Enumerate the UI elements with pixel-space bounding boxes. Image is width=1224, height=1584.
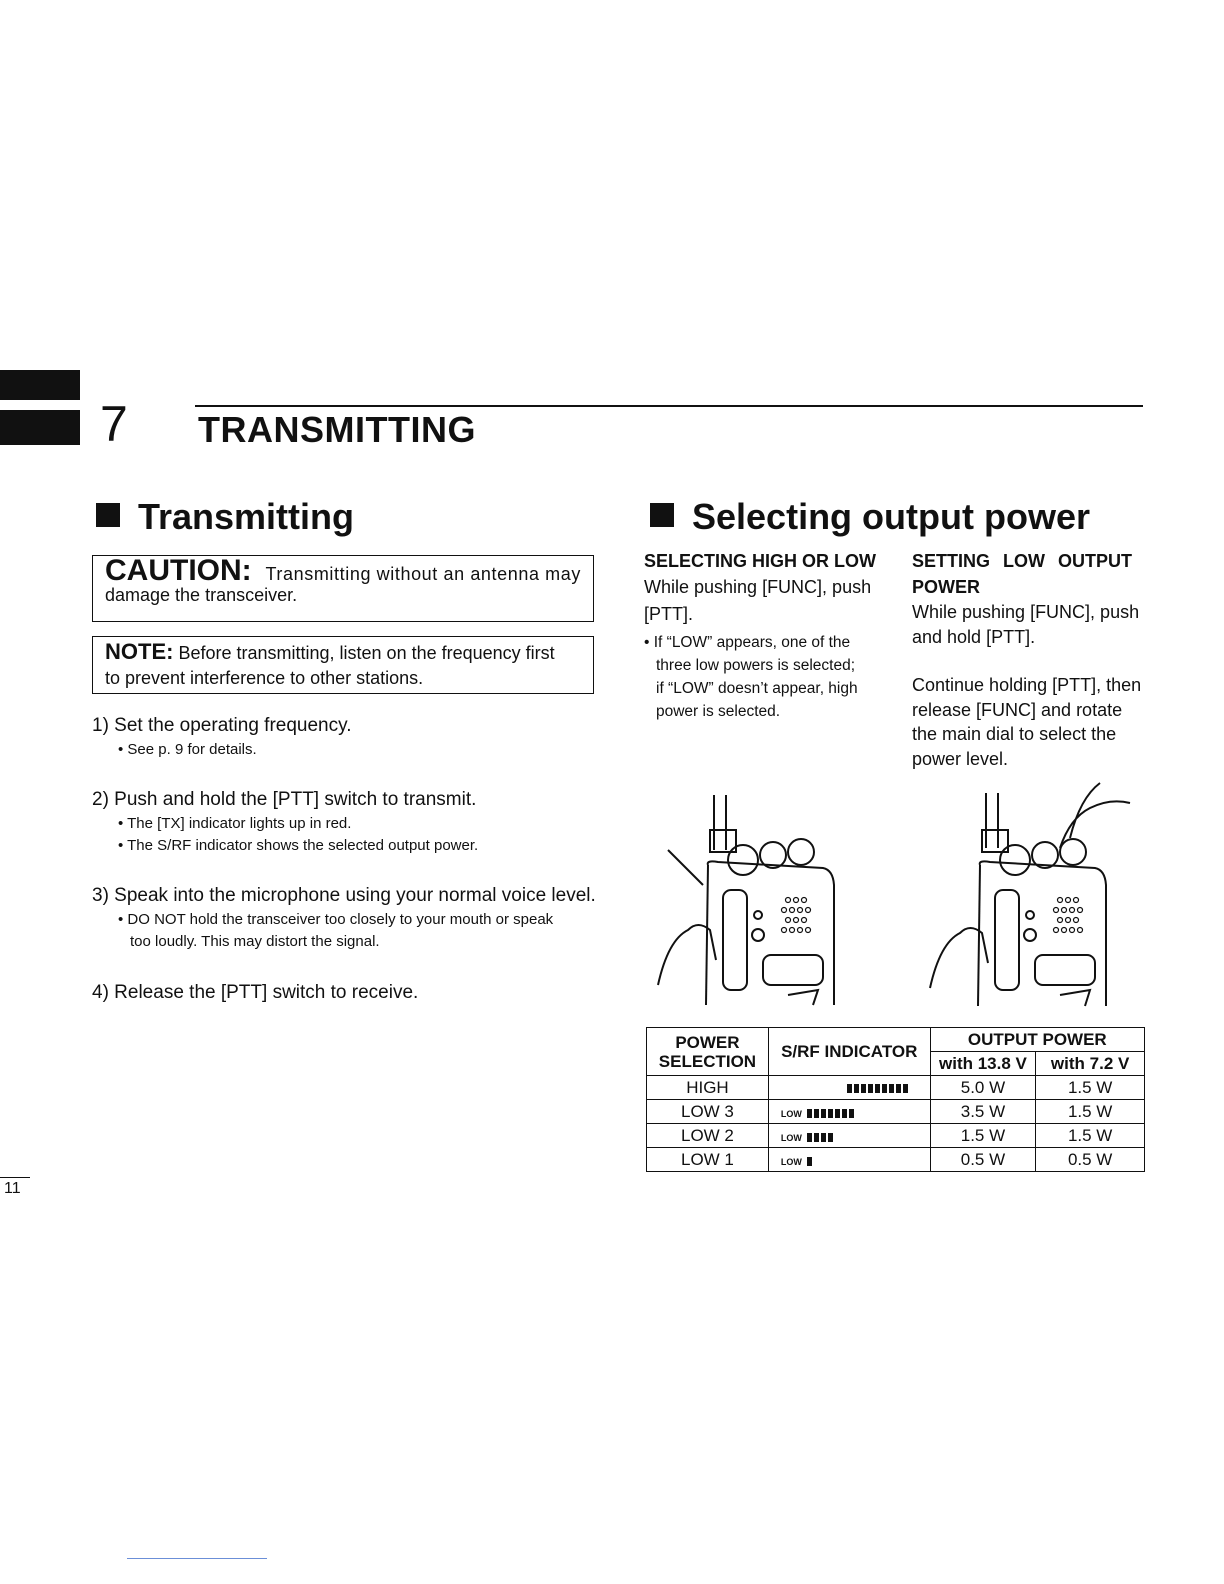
para-line: the main dial to select the [912, 724, 1117, 744]
step-text: 3) Speak into the microphone using your normal voice level. [92, 885, 596, 906]
meter-segment [842, 1109, 847, 1118]
power-table [646, 1027, 1145, 1172]
low-indicator-label: LOW [780, 1132, 802, 1143]
output-7-2v-cell: 0.5 W [1036, 1148, 1145, 1172]
output-13-8v-cell: 0.5 W [930, 1148, 1036, 1172]
power-selection-cell: LOW 2 [647, 1124, 769, 1148]
header-with-7-2v: with 7.2 V [1036, 1052, 1145, 1076]
caution-text-line2: damage the transceiver. [105, 585, 298, 605]
meter-segment [896, 1084, 901, 1093]
para-line: and hold [PTT]. [912, 626, 1036, 647]
power-selection-cell: HIGH [647, 1076, 769, 1100]
section-title-output-power [650, 497, 1090, 537]
setting-low-power [912, 548, 1144, 771]
meter-segment [807, 1109, 812, 1118]
meter-segment [828, 1133, 833, 1142]
meter-segment [821, 1109, 826, 1118]
meter-segment [807, 1157, 812, 1166]
page-number: 11 [4, 1180, 21, 1197]
step-2 [92, 787, 602, 857]
header-with-13-8v: with 13.8 V [930, 1052, 1036, 1076]
step-text: 1) Set the operating frequency. [92, 715, 352, 736]
subheading-line1 [912, 548, 1144, 574]
table-row [647, 1124, 1145, 1148]
srf-indicator-cell [768, 1124, 930, 1148]
transceiver-illustration-low-power [920, 778, 1140, 1010]
section-title-text: Transmitting [138, 496, 355, 537]
chapter-number: 7 [100, 396, 128, 452]
meter-segment [807, 1133, 812, 1142]
meter-segment [835, 1109, 840, 1118]
step-sub: • See p. 9 for details. [118, 741, 257, 758]
meter-segment [849, 1109, 854, 1118]
srf-meter [781, 1109, 856, 1119]
meter-segment [821, 1133, 826, 1142]
caution-box [92, 555, 594, 622]
step-sub: too loudly. This may distort the signal. [130, 933, 380, 950]
meter-segment [903, 1084, 908, 1093]
header-text: SELECTION [658, 1051, 757, 1071]
meter-segment [854, 1084, 859, 1093]
meter-segment [882, 1084, 887, 1093]
meter-segment [814, 1133, 819, 1142]
srf-indicator-cell [768, 1100, 930, 1124]
step-1 [92, 713, 602, 761]
header-srf-indicator: S/RF INDICATOR [768, 1028, 930, 1076]
subheading-line2: POWER [912, 577, 981, 597]
note-text-line1: Before transmitting, listen on the frequency first [178, 643, 555, 663]
step-3 [92, 883, 602, 953]
chapter-tab-bottom [0, 410, 80, 445]
header-text: POWER [675, 1032, 740, 1052]
section-title-text: Selecting output power [692, 496, 1091, 537]
para-line: Continue holding [PTT], then [912, 675, 1142, 695]
table-row [647, 1076, 1145, 1100]
step-text: 2) Push and hold the [PTT] switch to transmit. [92, 789, 477, 810]
chapter-title: TRANSMITTING [198, 409, 476, 450]
subheading-text: SETTING LOW OUTPUT [912, 551, 1132, 571]
step-sub: • DO NOT hold the transceiver too closely to your mouth or speak [118, 911, 554, 928]
step-text: 4) Release the [PTT] switch to receive. [92, 982, 419, 1003]
subheading: SELECTING HIGH OR LOW [644, 551, 876, 571]
para-line: release [FUNC] and rotate [912, 699, 1123, 720]
step-4 [92, 980, 602, 1006]
note-text-line2: to prevent interference to other stations. [105, 668, 424, 688]
bullet-line: power is selected. [656, 703, 781, 720]
bullet-line: if “LOW” doesn’t appear, high [656, 680, 858, 697]
srf-meter [847, 1084, 910, 1093]
output-13-8v-cell: 3.5 W [930, 1100, 1036, 1124]
table-row [647, 1100, 1145, 1124]
page-number-rule [0, 1177, 30, 1178]
para-line: While pushing [FUNC], push [912, 602, 1140, 622]
output-13-8v-cell: 1.5 W [930, 1124, 1036, 1148]
meter-segment [828, 1109, 833, 1118]
caution-text-line1: Transmitting without an antenna may [265, 564, 581, 584]
bullet-line: • If “LOW” appears, one of the [644, 634, 851, 651]
output-7-2v-cell: 1.5 W [1036, 1100, 1145, 1124]
step-sub: • The [TX] indicator lights up in red. [118, 815, 352, 832]
table-row [647, 1148, 1145, 1172]
power-selection-cell: LOW 1 [647, 1148, 769, 1172]
header-power-selection [647, 1028, 769, 1076]
srf-indicator-cell [768, 1148, 930, 1172]
meter-segment [875, 1084, 880, 1093]
chapter-tab-top [0, 370, 80, 400]
section-title-transmitting [96, 497, 354, 537]
selecting-high-low [644, 548, 894, 723]
square-bullet-icon [96, 503, 120, 527]
step-sub: • The S/RF indicator shows the selected output power. [118, 837, 479, 854]
bottom-link-line [127, 1558, 267, 1559]
caution-label: CAUTION: [105, 554, 252, 587]
srf-meter [781, 1157, 814, 1167]
output-13-8v-cell: 5.0 W [930, 1076, 1036, 1100]
note-label: NOTE: [105, 639, 174, 664]
steps-list [92, 713, 602, 1006]
square-bullet-icon [650, 503, 674, 527]
output-7-2v-cell: 1.5 W [1036, 1076, 1145, 1100]
note-box [92, 636, 594, 694]
transceiver-illustration-high-low [648, 790, 848, 1010]
para-line: While pushing [FUNC], push [644, 577, 872, 597]
low-indicator-label: LOW [780, 1156, 802, 1167]
meter-segment [889, 1084, 894, 1093]
output-7-2v-cell: 1.5 W [1036, 1124, 1145, 1148]
meter-segment [861, 1084, 866, 1093]
bullet-line: three low powers is selected; [656, 657, 856, 674]
meter-segment [847, 1084, 852, 1093]
meter-segment [814, 1109, 819, 1118]
srf-meter [781, 1133, 835, 1143]
para-line: power level. [912, 748, 1009, 769]
header-output-power: OUTPUT POWER [930, 1028, 1144, 1052]
power-selection-cell: LOW 3 [647, 1100, 769, 1124]
chapter-rule [195, 405, 1143, 407]
low-indicator-label: LOW [780, 1108, 802, 1119]
para-line: [PTT]. [644, 604, 693, 624]
meter-segment [868, 1084, 873, 1093]
srf-indicator-cell [768, 1076, 930, 1100]
